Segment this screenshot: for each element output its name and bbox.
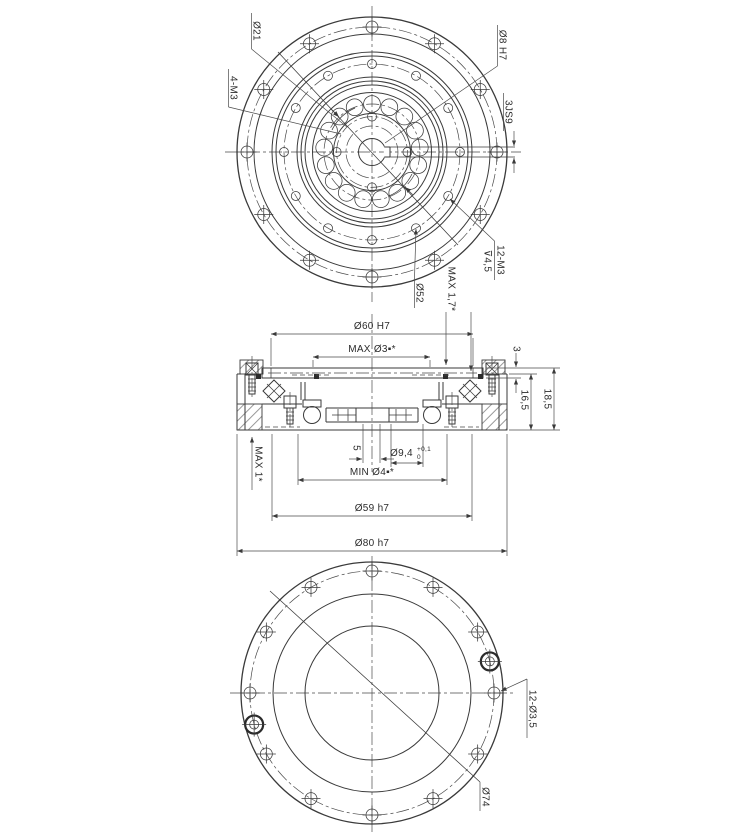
- section-view: [237, 267, 560, 556]
- dim-max-hole: MAX Ø3▪*: [348, 344, 396, 355]
- label-tap12: 12-M3: [494, 245, 506, 275]
- label-bore: Ø8 H7: [496, 29, 508, 61]
- dim-max-bottom: MAX 1*: [252, 446, 264, 482]
- dim-key-dia-tol-lower: 0: [417, 454, 421, 461]
- dim-min-hole: MIN Ø4▪*: [349, 467, 395, 478]
- label-holes: 12-Ø3,5: [526, 689, 538, 729]
- dim-outer-dia: Ø80 h7: [354, 538, 390, 549]
- label-tap4: 4-M3: [227, 76, 239, 100]
- dim-key-dia-tol-upper: +0,1: [417, 446, 432, 453]
- label-tap12-depth: ⊽4,5: [481, 249, 493, 273]
- bottom-view-labels: [480, 690, 538, 807]
- label-bc12-dia: Ø52: [413, 283, 425, 303]
- label-bc4-dia: Ø21: [250, 21, 262, 41]
- dim-ring-height: 16,5: [518, 389, 530, 411]
- bottom-view: [230, 556, 538, 832]
- dim-boss-dia: Ø59 h7: [354, 503, 390, 514]
- dim-bore-top: Ø60 H7: [353, 321, 391, 332]
- dim-total-height: 18,5: [541, 388, 553, 410]
- section-body: [237, 314, 507, 472]
- label-bc-dia: Ø74: [479, 787, 491, 807]
- dim-plate-thickness: 3: [510, 346, 522, 352]
- label-key-width: 3JS9: [502, 100, 514, 124]
- top-view: [225, 6, 521, 308]
- dim-max-protrusion: MAX 1,7*: [445, 266, 457, 312]
- dim-key-dia: Ø9,4: [390, 448, 413, 459]
- dim-key-length: 5: [350, 445, 362, 451]
